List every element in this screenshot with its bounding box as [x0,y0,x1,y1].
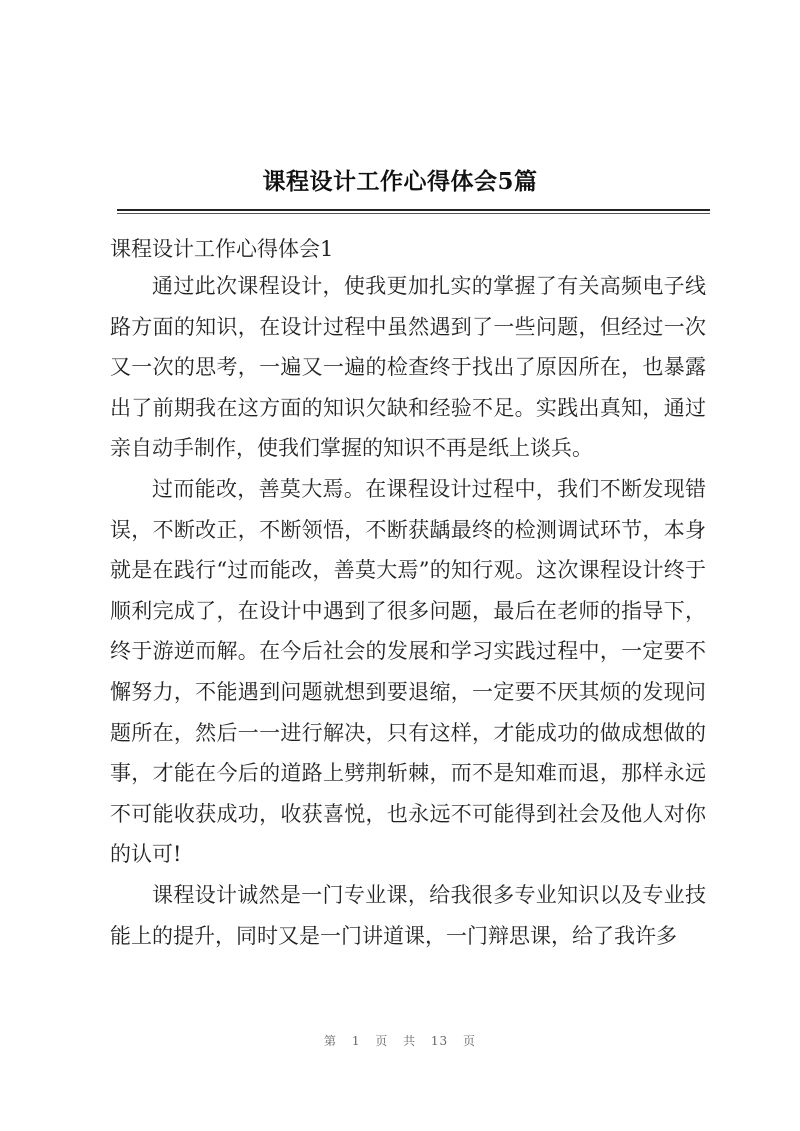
paragraph-2: 过而能改，善莫大焉。在课程设计过程中，我们不断发现错误，不断改正，不断领悟，不断获龋最终的检测调试环节，本身就是在践行“过而能改，善莫大焉”的知行观。这次课程设计终于顺利完成了，在设计中遇到了很多问题，最后在老师的指导下，终于游逆而解。在今后社会的发展和学习实践过程中，一定要不懈努力，不能遇到问题就想到要退缩，一定要不厌其烦的发现问题所在，然后一一进行解决，只有这样，才能成功的做成想做的事，才能在今后的道路上劈荆斩棘，而不是知难而退，那样永远不可能收获成功，收获喜悦，也永远不可能得到社会及他人对你的认可! [110,476,706,867]
title-rule-thin [117,213,710,214]
document-title: 课程设计工作心得体会5篇 [262,168,538,195]
paragraph-3: 课程设计诚然是一门专业课，给我很多专业知识以及专业技能上的提升，同时又是一门讲道课，一门辩思课，给了我许多 [110,882,706,948]
body-text [110,266,706,956]
paragraph-1: 通过此次课程设计，使我更加扎实的掌握了有关高频电子线路方面的知识，在设计过程中虽然遇到了一些问题，但经过一次又一次的思考，一遍又一遍的检查终于找出了原因所在，也暴露出了前期我在这方面的知识欠缺和经验不足。实践出真知，通过亲自动手制作，使我们掌握的知识不再是纸上谈兵。 [110,274,706,461]
page-footer: 第 1 页 共 13 页 [324,1034,476,1048]
title-rule-thick [117,209,710,211]
section-heading: 课程设计工作心得体会1 [110,237,334,261]
